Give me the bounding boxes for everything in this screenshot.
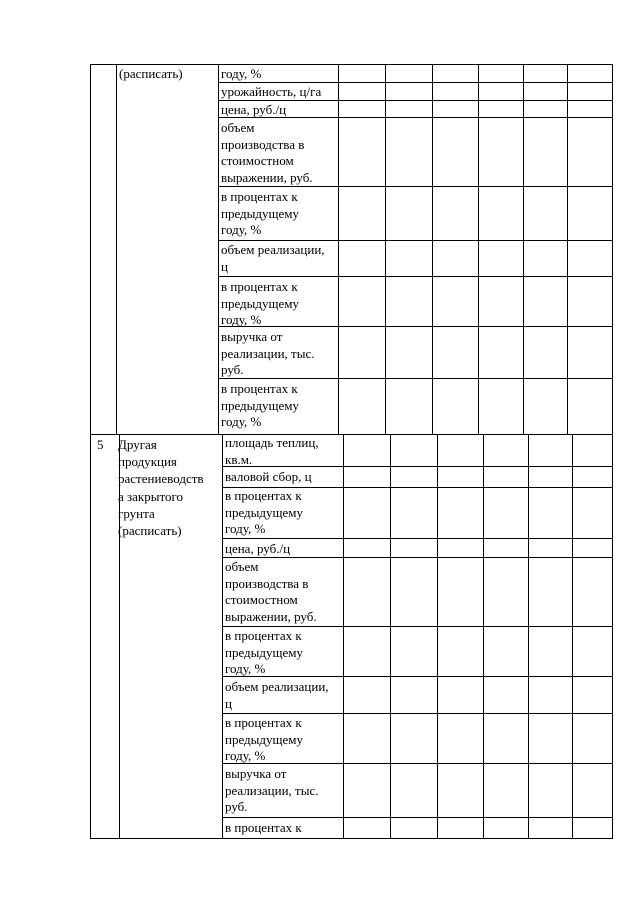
- section-divider: [90, 434, 613, 435]
- indicator-label: предыдущему: [221, 205, 300, 221]
- indicator-label: валовой сбор, ц: [225, 469, 312, 484]
- indicator-label: в процентах к: [221, 279, 298, 294]
- table-top-border: [90, 64, 613, 65]
- indicator-label: кв.м.: [225, 451, 253, 467]
- indicator-label: предыдущему: [225, 644, 304, 660]
- data-column-divider: [572, 434, 573, 838]
- table-left-border: [90, 64, 91, 838]
- row-number: 5: [97, 437, 104, 452]
- indicator-label: в процентах к: [221, 189, 298, 204]
- indicator-label: в процентах к: [225, 820, 302, 835]
- indicator-label: площадь теплиц,: [225, 435, 319, 450]
- table-right-border: [612, 64, 613, 838]
- row-divider: [222, 817, 612, 818]
- indicator-label: году, %: [221, 414, 262, 429]
- indicator-label: году, %: [221, 312, 262, 327]
- row-divider: [222, 763, 612, 764]
- indicator-label: выражении, руб.: [225, 608, 317, 624]
- row-divider: [218, 276, 612, 277]
- product-name: грунта: [118, 505, 155, 521]
- indicator-label: в процентах к: [221, 381, 298, 396]
- indicator-label: объем реализации,: [221, 242, 325, 257]
- indicator-label: году, %: [221, 222, 262, 237]
- indicator-label: объем реализации,: [225, 679, 329, 694]
- indicator-label: ц: [225, 695, 232, 711]
- row-divider: [222, 713, 612, 714]
- indicator-label: руб.: [221, 362, 244, 377]
- indicator-label: урожайность, ц/га: [221, 84, 322, 99]
- row-divider: [222, 626, 612, 627]
- indicator-label: выручка от: [225, 766, 287, 781]
- indicator-label: году, %: [225, 661, 266, 676]
- indicator-label: объем: [221, 120, 255, 135]
- row-divider: [222, 538, 612, 539]
- row-divider: [218, 240, 612, 241]
- indicator-label: году, %: [225, 748, 266, 763]
- indicator-label: предыдущему: [225, 731, 304, 747]
- indicator-label: объем: [225, 559, 259, 574]
- indicator-label: году, %: [221, 66, 262, 81]
- indicator-label: выручка от: [221, 329, 283, 344]
- indicator-label: выражении, руб.: [221, 169, 313, 185]
- row-divider: [218, 186, 612, 187]
- name-column-divider: [116, 64, 117, 434]
- product-name: продукция: [118, 454, 177, 470]
- data-column-divider: [528, 434, 529, 838]
- indicator-label: стоимостном: [225, 592, 298, 607]
- indicator-label: ц: [221, 258, 228, 274]
- table-bottom-border: [90, 838, 613, 839]
- product-name: Другая: [118, 437, 157, 452]
- indicator-column-divider: [222, 434, 223, 838]
- row-divider: [222, 676, 612, 677]
- indicator-label: предыдущему: [221, 397, 300, 413]
- indicator-label: году, %: [225, 521, 266, 536]
- indicator-label: предыдущему: [221, 295, 300, 311]
- indicator-label: в процентах к: [225, 488, 302, 503]
- product-name: растениеводств: [118, 471, 204, 487]
- indicator-label: в процентах к: [225, 715, 302, 730]
- indicator-label: в процентах к: [225, 628, 302, 643]
- indicator-label: предыдущему: [225, 504, 304, 520]
- row-divider: [218, 82, 612, 83]
- row-divider: [218, 378, 612, 379]
- indicator-label: производства в: [221, 136, 305, 152]
- indicator-label: руб.: [225, 799, 248, 814]
- row-divider: [218, 326, 612, 327]
- indicator-label: производства в: [225, 575, 309, 591]
- indicator-label: цена, руб./ц: [225, 541, 291, 556]
- product-name: (расписать): [119, 66, 183, 81]
- data-column-divider: [390, 434, 391, 838]
- indicator-label: реализации, тыс.: [225, 782, 319, 798]
- product-name: а закрытого: [118, 488, 183, 504]
- indicator-label: реализации, тыс.: [221, 345, 315, 361]
- row-divider: [222, 466, 612, 467]
- data-column-divider: [437, 434, 438, 838]
- product-name: (расписать): [118, 523, 182, 538]
- indicator-label: стоимостном: [221, 153, 294, 168]
- indicator-label: цена, руб./ц: [221, 102, 287, 117]
- data-column-divider: [483, 434, 484, 838]
- data-column-divider: [343, 434, 344, 838]
